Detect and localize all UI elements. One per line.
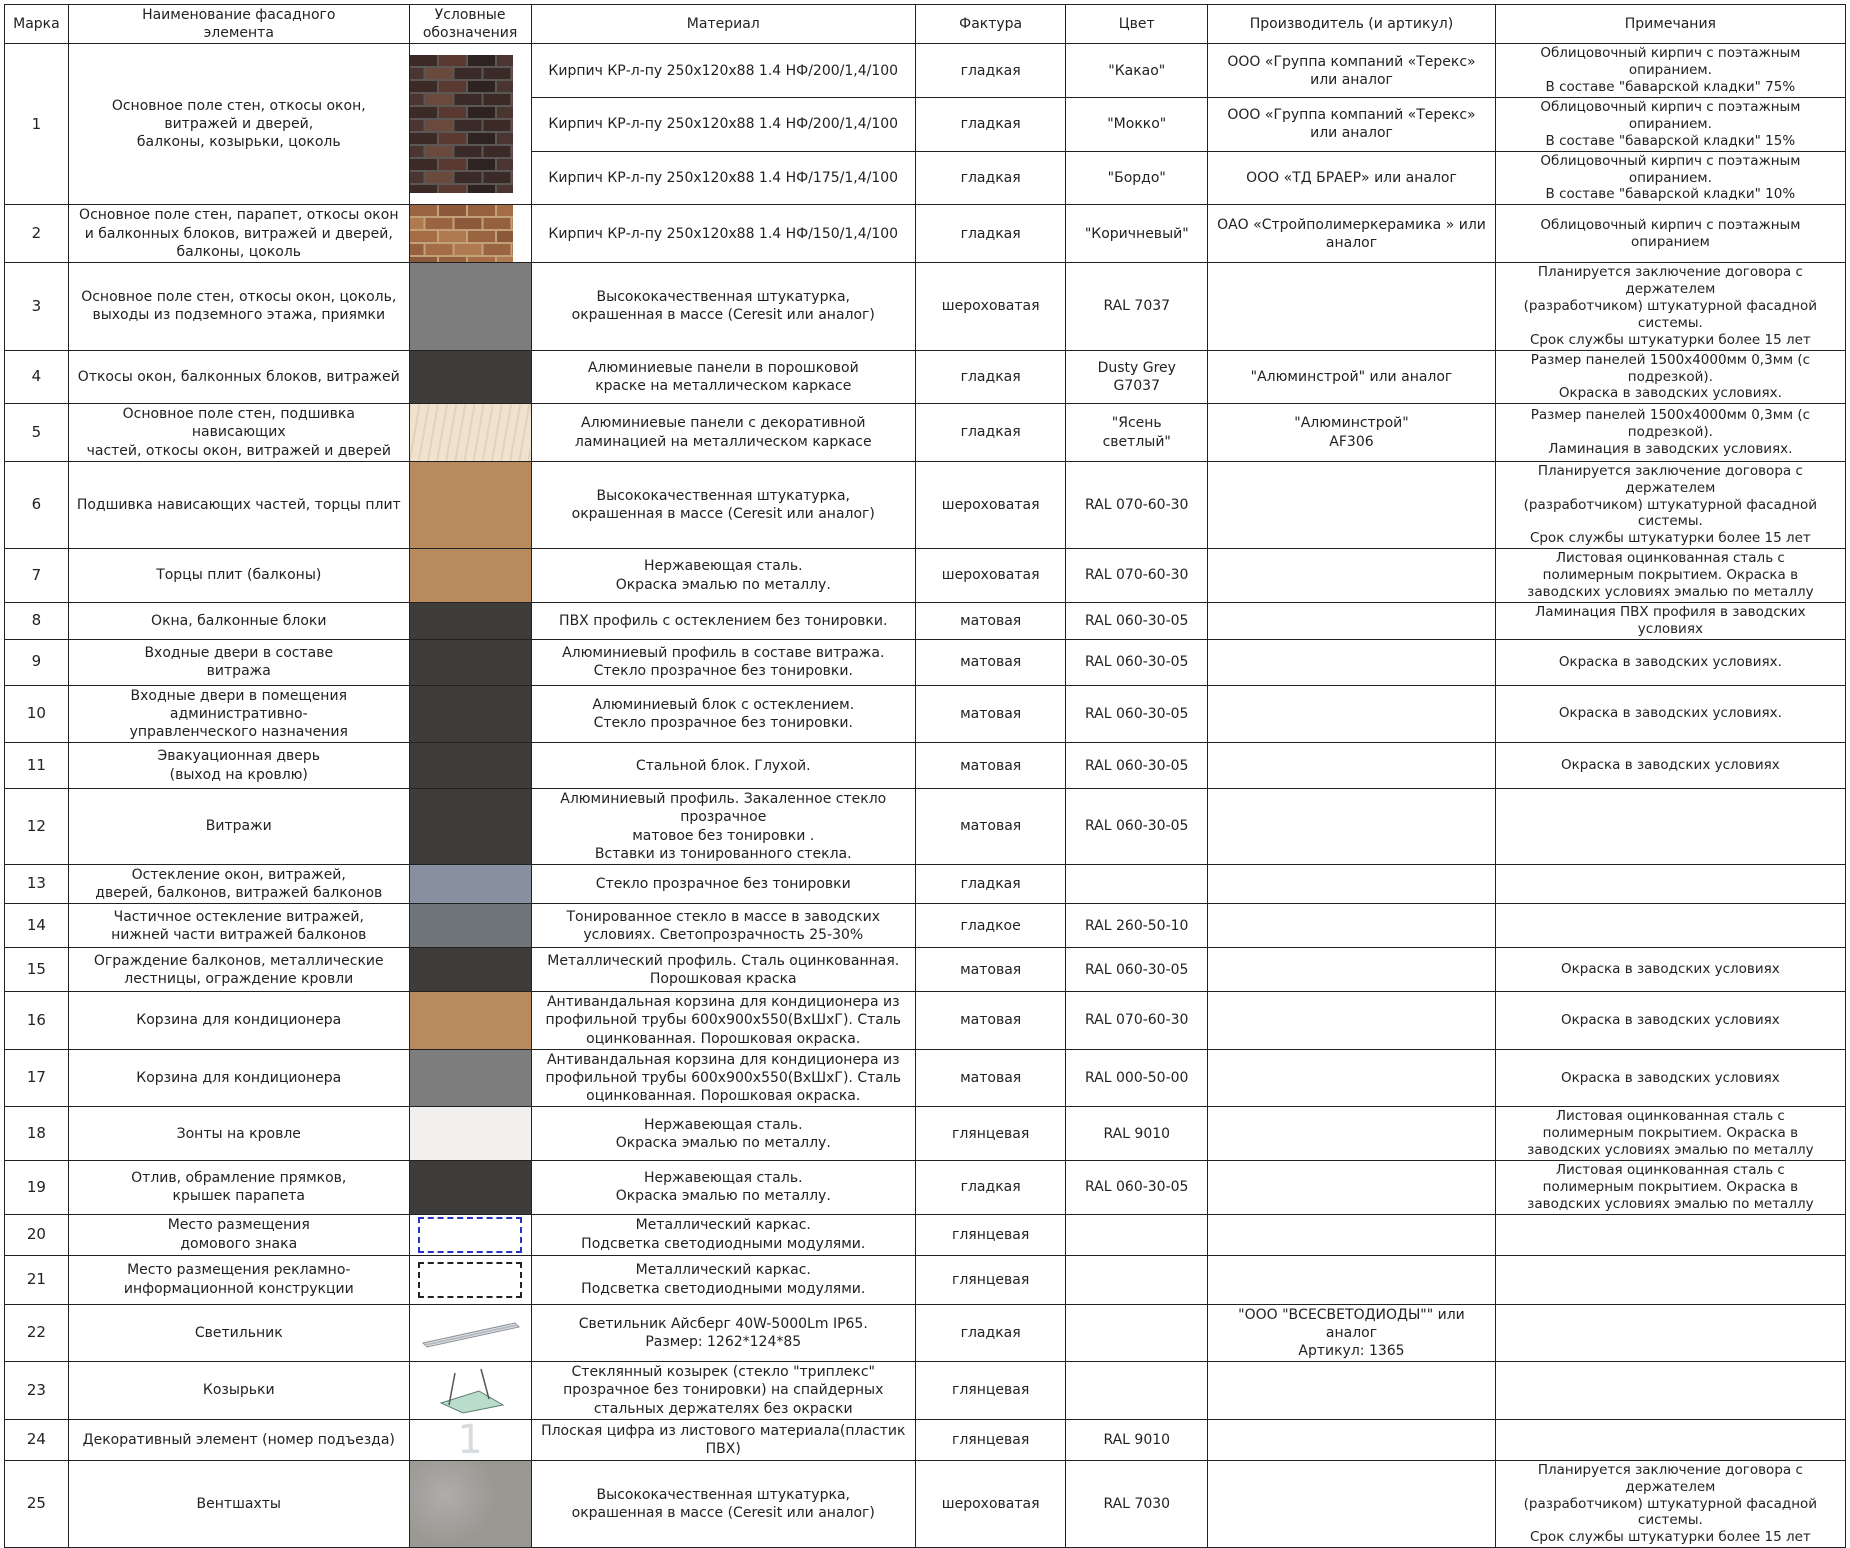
element-name-cell: Ограждение балконов, металлические лестницы, ограждение кровли xyxy=(68,948,409,992)
maker-cell: ОАО «Стройполимеркерамика » или аналог xyxy=(1208,205,1496,263)
maker-cell xyxy=(1208,461,1496,548)
table-row xyxy=(5,404,1846,462)
mark-cell: 20 xyxy=(5,1214,69,1255)
symbol-swatch xyxy=(409,602,531,639)
note-cell: Планируется заключение договора с держателем (разработчиком) штукатурной фасадной системы. Срок службы штукатурки более 15 лет xyxy=(1495,263,1845,350)
material-cell: Высококачественная штукатурка, окрашенная в массе (Ceresit или аналог) xyxy=(531,461,916,548)
symbol-swatch xyxy=(409,350,531,404)
element-name-cell: Корзина для кондиционера xyxy=(68,992,409,1050)
mark-cell: 25 xyxy=(5,1460,69,1547)
texture-cell: матовая xyxy=(916,992,1066,1050)
mark-cell: 3 xyxy=(5,263,69,350)
texture-cell: матовая xyxy=(916,743,1066,789)
element-name-cell: Светильник xyxy=(68,1304,409,1362)
color-cell: "Бордо" xyxy=(1066,151,1208,205)
facade-materials-table xyxy=(4,4,1846,1548)
material-cell: Алюминиевые панели в порошковой краске на металлическом каркасе xyxy=(531,350,916,404)
table-row xyxy=(5,1419,1846,1460)
note-cell: Облицовочный кирпич с поэтажным опиранием xyxy=(1495,205,1845,263)
material-cell: Кирпич КР-л-пу 250х120х88 1.4 НФ/150/1,4/100 xyxy=(531,205,916,263)
material-cell: Алюминиевый блок с остеклением. Стекло прозрачное без тонировки. xyxy=(531,685,916,743)
texture-cell: матовая xyxy=(916,948,1066,992)
note-cell xyxy=(1495,1362,1845,1420)
color-cell: "Какао" xyxy=(1066,44,1208,98)
mark-cell: 2 xyxy=(5,205,69,263)
table-row xyxy=(5,1362,1846,1420)
table-row xyxy=(5,1161,1846,1215)
color-cell xyxy=(1066,1304,1208,1362)
element-name-cell: Входные двери в составе витража xyxy=(68,639,409,685)
texture-cell: глянцевая xyxy=(916,1255,1066,1304)
mark-cell: 17 xyxy=(5,1049,69,1107)
table-row xyxy=(5,743,1846,789)
texture-cell: шероховатая xyxy=(916,263,1066,350)
texture-cell: глянцевая xyxy=(916,1214,1066,1255)
house-sign-placeholder-icon xyxy=(418,1217,522,1253)
color-cell: RAL 7030 xyxy=(1066,1460,1208,1547)
color-cell: RAL 060-30-05 xyxy=(1066,789,1208,865)
material-cell: Антивандальная корзина для кондиционера из профильной трубы 600х900х550(ВхШхГ). Сталь оцинкованная. Порошковая окраска. xyxy=(531,992,916,1050)
table-row xyxy=(5,1460,1846,1547)
table-row xyxy=(5,1304,1846,1362)
element-name-cell: Место размещения рекламно- информационной конструкции xyxy=(68,1255,409,1304)
mark-cell: 4 xyxy=(5,350,69,404)
table-row xyxy=(5,350,1846,404)
table-row xyxy=(5,1255,1846,1304)
element-name-cell: Место размещения домового знака xyxy=(68,1214,409,1255)
mark-cell: 22 xyxy=(5,1304,69,1362)
texture-cell: глянцевая xyxy=(916,1419,1066,1460)
texture-cell: матовая xyxy=(916,602,1066,639)
table-row xyxy=(5,639,1846,685)
table-row xyxy=(5,789,1846,865)
color-cell: RAL 060-30-05 xyxy=(1066,743,1208,789)
note-cell: Листовая оцинкованная сталь с полимерным покрытием. Окраска в заводских условиях эмалью по металлу xyxy=(1495,1107,1845,1161)
texture-cell: гладкая xyxy=(916,350,1066,404)
mark-cell: 13 xyxy=(5,864,69,903)
symbol-swatch xyxy=(409,1161,531,1215)
symbol-swatch xyxy=(409,992,531,1050)
brick-pattern-icon xyxy=(410,55,513,193)
color-cell xyxy=(1066,1255,1208,1304)
table-row xyxy=(5,992,1846,1050)
table-body xyxy=(5,44,1846,1548)
symbol-swatch xyxy=(409,44,531,205)
element-name-cell: Окна, балконные блоки xyxy=(68,602,409,639)
element-name-cell: Остекление окон, витражей, дверей, балконов, витражей балконов xyxy=(68,864,409,903)
maker-cell xyxy=(1208,1107,1496,1161)
symbol-swatch xyxy=(409,1362,531,1420)
material-cell: Алюминиевые панели с декоративной ламинацией на металлическом каркасе xyxy=(531,404,916,462)
maker-cell xyxy=(1208,639,1496,685)
maker-cell xyxy=(1208,904,1496,948)
note-cell: Окраска в заводских условиях xyxy=(1495,743,1845,789)
symbol-swatch xyxy=(409,948,531,992)
material-cell: ПВХ профиль с остеклением без тонировки. xyxy=(531,602,916,639)
lamp-icon xyxy=(419,1313,522,1353)
texture-cell: глянцевая xyxy=(916,1107,1066,1161)
brick-pattern-icon xyxy=(410,205,513,262)
maker-cell xyxy=(1208,602,1496,639)
maker-cell xyxy=(1208,789,1496,865)
note-cell: Планируется заключение договора с держателем (разработчиком) штукатурной фасадной системы. Срок службы штукатурки более 15 лет xyxy=(1495,1460,1845,1547)
symbol-swatch xyxy=(409,461,531,548)
header-mark: Марка xyxy=(5,5,69,44)
color-cell: RAL 060-30-05 xyxy=(1066,602,1208,639)
mark-cell: 18 xyxy=(5,1107,69,1161)
color-cell xyxy=(1066,1362,1208,1420)
table-row xyxy=(5,864,1846,903)
maker-cell: "ООО "ВСЕСВЕТОДИОДЫ"" или аналог Артикул: 1365 xyxy=(1208,1304,1496,1362)
element-name-cell: Основное поле стен, подшивка нависающих частей, откосы окон, витражей и дверей xyxy=(68,404,409,462)
glass-canopy-icon xyxy=(419,1365,522,1415)
mark-cell: 24 xyxy=(5,1419,69,1460)
material-cell: Алюминиевый профиль в составе витража. Стекло прозрачное без тонировки. xyxy=(531,639,916,685)
element-name-cell: Вентшахты xyxy=(68,1460,409,1547)
note-cell xyxy=(1495,904,1845,948)
table-row xyxy=(5,549,1846,603)
symbol-swatch xyxy=(409,639,531,685)
mark-cell: 5 xyxy=(5,404,69,462)
color-cell: RAL 070-60-30 xyxy=(1066,461,1208,548)
mark-cell: 12 xyxy=(5,789,69,865)
maker-cell: ООО «ТД БРАЕР» или аналог xyxy=(1208,151,1496,205)
header-symbol: Условные обозначения xyxy=(409,5,531,44)
note-cell: Размер панелей 1500х4000мм 0,3мм (с подрезкой). Окраска в заводских условиях. xyxy=(1495,350,1845,404)
material-cell: Высококачественная штукатурка, окрашенная в массе (Ceresit или аналог) xyxy=(531,1460,916,1547)
element-name-cell: Основное поле стен, откосы окон, витражей и дверей, балконы, козырьки, цоколь xyxy=(68,44,409,205)
color-cell: RAL 7037 xyxy=(1066,263,1208,350)
material-cell: Нержавеющая сталь. Окраска эмалью по металлу. xyxy=(531,549,916,603)
note-cell: Окраска в заводских условиях xyxy=(1495,948,1845,992)
maker-cell: ООО «Группа компаний «Терекс» или аналог xyxy=(1208,44,1496,98)
maker-cell xyxy=(1208,1419,1496,1460)
texture-cell: гладкая xyxy=(916,1304,1066,1362)
maker-cell xyxy=(1208,685,1496,743)
mark-cell: 10 xyxy=(5,685,69,743)
header-maker: Производитель (и артикул) xyxy=(1208,5,1496,44)
symbol-swatch xyxy=(409,1214,531,1255)
texture-cell: гладкая xyxy=(916,864,1066,903)
color-cell xyxy=(1066,864,1208,903)
note-cell xyxy=(1495,1419,1845,1460)
texture-cell: гладкая xyxy=(916,151,1066,205)
element-name-cell: Витражи xyxy=(68,789,409,865)
symbol-swatch xyxy=(409,205,531,263)
maker-cell xyxy=(1208,1049,1496,1107)
note-cell: Окраска в заводских условиях. xyxy=(1495,639,1845,685)
texture-cell: шероховатая xyxy=(916,1460,1066,1547)
texture-cell: матовая xyxy=(916,789,1066,865)
table-row xyxy=(5,1107,1846,1161)
table-row xyxy=(5,1214,1846,1255)
element-name-cell: Декоративный элемент (номер подъезда) xyxy=(68,1419,409,1460)
facade-materials-table-wrap xyxy=(4,4,1846,1548)
material-cell: Металлический профиль. Сталь оцинкованная. Порошковая краска xyxy=(531,948,916,992)
color-cell: RAL 060-30-05 xyxy=(1066,685,1208,743)
maker-cell xyxy=(1208,864,1496,903)
mark-cell: 7 xyxy=(5,549,69,603)
symbol-swatch xyxy=(409,1049,531,1107)
note-cell: Окраска в заводских условиях. xyxy=(1495,685,1845,743)
header-color: Цвет xyxy=(1066,5,1208,44)
note-cell: Ламинация ПВХ профиля в заводских условиях xyxy=(1495,602,1845,639)
texture-cell: гладкая xyxy=(916,404,1066,462)
symbol-swatch xyxy=(409,1304,531,1362)
symbol-swatch xyxy=(409,904,531,948)
mark-cell: 14 xyxy=(5,904,69,948)
color-cell: RAL 070-60-30 xyxy=(1066,992,1208,1050)
symbol-swatch xyxy=(409,1107,531,1161)
material-cell: Нержавеющая сталь. Окраска эмалью по металлу. xyxy=(531,1161,916,1215)
note-cell xyxy=(1495,789,1845,865)
mark-cell: 19 xyxy=(5,1161,69,1215)
symbol-swatch xyxy=(409,864,531,903)
texture-cell: шероховатая xyxy=(916,461,1066,548)
material-cell: Кирпич КР-л-пу 250х120х88 1.4 НФ/200/1,4/100 xyxy=(531,98,916,152)
material-cell: Тонированное стекло в массе в заводских условиях. Светопрозрачность 25-30% xyxy=(531,904,916,948)
element-name-cell: Козырьки xyxy=(68,1362,409,1420)
texture-cell: гладкая xyxy=(916,1161,1066,1215)
material-cell: Стальной блок. Глухой. xyxy=(531,743,916,789)
texture-cell: гладкая xyxy=(916,205,1066,263)
mark-cell: 9 xyxy=(5,639,69,685)
mark-cell: 15 xyxy=(5,948,69,992)
material-cell: Нержавеющая сталь. Окраска эмалью по металлу. xyxy=(531,1107,916,1161)
note-cell xyxy=(1495,1255,1845,1304)
note-cell xyxy=(1495,1214,1845,1255)
color-cell: RAL 060-30-05 xyxy=(1066,1161,1208,1215)
color-cell: "Коричневый" xyxy=(1066,205,1208,263)
maker-cell xyxy=(1208,1255,1496,1304)
element-name-cell: Корзина для кондиционера xyxy=(68,1049,409,1107)
color-cell: RAL 060-30-05 xyxy=(1066,948,1208,992)
maker-cell xyxy=(1208,263,1496,350)
maker-cell xyxy=(1208,948,1496,992)
element-name-cell: Эвакуационная дверь (выход на кровлю) xyxy=(68,743,409,789)
mark-cell: 23 xyxy=(5,1362,69,1420)
material-cell: Металлический каркас. Подсветка светодиодными модулями. xyxy=(531,1214,916,1255)
color-cell: RAL 9010 xyxy=(1066,1419,1208,1460)
table-row xyxy=(5,602,1846,639)
note-cell: Облицовочный кирпич с поэтажным опиранием. В составе "баварской кладки" 10% xyxy=(1495,151,1845,205)
maker-cell xyxy=(1208,1214,1496,1255)
note-cell: Листовая оцинкованная сталь с полимерным покрытием. Окраска в заводских условиях эмалью по металлу xyxy=(1495,1161,1845,1215)
texture-cell: глянцевая xyxy=(916,1362,1066,1420)
mark-cell: 6 xyxy=(5,461,69,548)
symbol-swatch xyxy=(409,1419,531,1460)
symbol-swatch xyxy=(409,1460,531,1547)
material-cell: Металлический каркас. Подсветка светодиодными модулями. xyxy=(531,1255,916,1304)
texture-cell: гладкое xyxy=(916,904,1066,948)
maker-cell xyxy=(1208,1362,1496,1420)
table-row xyxy=(5,948,1846,992)
note-cell xyxy=(1495,1304,1845,1362)
table-row xyxy=(5,263,1846,350)
element-name-cell: Входные двери в помещения административно- управленческого назначения xyxy=(68,685,409,743)
maker-cell xyxy=(1208,549,1496,603)
maker-cell: "Алюминстрой" AF306 xyxy=(1208,404,1496,462)
material-cell: Алюминиевый профиль. Закаленное стекло прозрачное матовое без тонировки . Вставки из тонированного стекла. xyxy=(531,789,916,865)
maker-cell: ООО «Группа компаний «Терекс» или аналог xyxy=(1208,98,1496,152)
maker-cell xyxy=(1208,1161,1496,1215)
element-name-cell: Подшивка нависающих частей, торцы плит xyxy=(68,461,409,548)
texture-cell: матовая xyxy=(916,685,1066,743)
element-name-cell: Частичное остекление витражей, нижней части витражей балконов xyxy=(68,904,409,948)
color-cell: Dusty Grey G7037 xyxy=(1066,350,1208,404)
note-cell: Облицовочный кирпич с поэтажным опиранием. В составе "баварской кладки" 75% xyxy=(1495,44,1845,98)
symbol-swatch xyxy=(409,404,531,462)
mark-cell: 21 xyxy=(5,1255,69,1304)
texture-cell: матовая xyxy=(916,1049,1066,1107)
header-texture: Фактура xyxy=(916,5,1066,44)
element-name-cell: Зонты на кровле xyxy=(68,1107,409,1161)
material-cell: Плоская цифра из листового материала(пластик ПВХ) xyxy=(531,1419,916,1460)
header-name: Наименование фасадного элемента xyxy=(68,5,409,44)
color-cell: RAL 000-50-00 xyxy=(1066,1049,1208,1107)
color-cell: RAL 9010 xyxy=(1066,1107,1208,1161)
table-row xyxy=(5,904,1846,948)
table-row xyxy=(5,1049,1846,1107)
header-material: Материал xyxy=(531,5,916,44)
maker-cell xyxy=(1208,1460,1496,1547)
header-row xyxy=(5,5,1846,44)
note-cell: Размер панелей 1500х4000мм 0,3мм (с подрезкой). Ламинация в заводских условиях. xyxy=(1495,404,1845,462)
material-cell: Высококачественная штукатурка, окрашенная в массе (Ceresit или аналог) xyxy=(531,263,916,350)
maker-cell xyxy=(1208,743,1496,789)
note-cell: Листовая оцинкованная сталь с полимерным покрытием. Окраска в заводских условиях эмалью по металлу xyxy=(1495,549,1845,603)
color-cell: "Ясень светлый" xyxy=(1066,404,1208,462)
note-cell xyxy=(1495,864,1845,903)
material-cell: Стекло прозрачное без тонировки xyxy=(531,864,916,903)
mark-cell: 8 xyxy=(5,602,69,639)
maker-cell: "Алюминстрой" или аналог xyxy=(1208,350,1496,404)
element-name-cell: Откосы окон, балконных блоков, витражей xyxy=(68,350,409,404)
texture-cell: гладкая xyxy=(916,98,1066,152)
material-cell: Светильник Айсберг 40W-5000Lm IP65. Размер: 1262*124*85 xyxy=(531,1304,916,1362)
note-cell: Облицовочный кирпич с поэтажным опиранием. В составе "баварской кладки" 15% xyxy=(1495,98,1845,152)
note-cell: Окраска в заводских условиях xyxy=(1495,992,1845,1050)
note-cell: Окраска в заводских условиях xyxy=(1495,1049,1845,1107)
ad-sign-placeholder-icon xyxy=(418,1262,522,1298)
header-note: Примечания xyxy=(1495,5,1845,44)
element-name-cell: Торцы плит (балконы) xyxy=(68,549,409,603)
material-cell: Стеклянный козырек (стекло "триплекс" прозрачное без тонировки) на спайдерных стальных держателях без окраски xyxy=(531,1362,916,1420)
symbol-swatch xyxy=(409,685,531,743)
texture-cell: шероховатая xyxy=(916,549,1066,603)
table-row xyxy=(5,685,1846,743)
table-row xyxy=(5,205,1846,263)
color-cell xyxy=(1066,1214,1208,1255)
color-cell: RAL 070-60-30 xyxy=(1066,549,1208,603)
table-row xyxy=(5,44,1846,98)
maker-cell xyxy=(1208,992,1496,1050)
entrance-number-digit: 1 xyxy=(457,1419,483,1461)
element-name-cell: Основное поле стен, парапет, откосы окон и балконных блоков, витражей и дверей, балконы, цоколь xyxy=(68,205,409,263)
material-cell: Антивандальная корзина для кондиционера из профильной трубы 600х900х550(ВхШхГ). Сталь оцинкованная. Порошковая окраска. xyxy=(531,1049,916,1107)
material-cell: Кирпич КР-л-пу 250х120х88 1.4 НФ/200/1,4/100 xyxy=(531,44,916,98)
table-row xyxy=(5,461,1846,548)
element-name-cell: Основное поле стен, откосы окон, цоколь, выходы из подземного этажа, приямки xyxy=(68,263,409,350)
symbol-swatch xyxy=(409,549,531,603)
material-cell: Кирпич КР-л-пу 250х120х88 1.4 НФ/175/1,4/100 xyxy=(531,151,916,205)
mark-cell: 16 xyxy=(5,992,69,1050)
texture-cell: матовая xyxy=(916,639,1066,685)
texture-cell: гладкая xyxy=(916,44,1066,98)
color-cell: "Мокко" xyxy=(1066,98,1208,152)
symbol-swatch xyxy=(409,789,531,865)
note-cell: Планируется заключение договора с держателем (разработчиком) штукатурной фасадной системы. Срок службы штукатурки более 15 лет xyxy=(1495,461,1845,548)
mark-cell: 1 xyxy=(5,44,69,205)
color-cell: RAL 260-50-10 xyxy=(1066,904,1208,948)
symbol-swatch xyxy=(409,743,531,789)
mark-cell: 11 xyxy=(5,743,69,789)
symbol-swatch xyxy=(409,1255,531,1304)
element-name-cell: Отлив, обрамление прямков, крышек парапета xyxy=(68,1161,409,1215)
color-cell: RAL 060-30-05 xyxy=(1066,639,1208,685)
symbol-swatch xyxy=(409,263,531,350)
